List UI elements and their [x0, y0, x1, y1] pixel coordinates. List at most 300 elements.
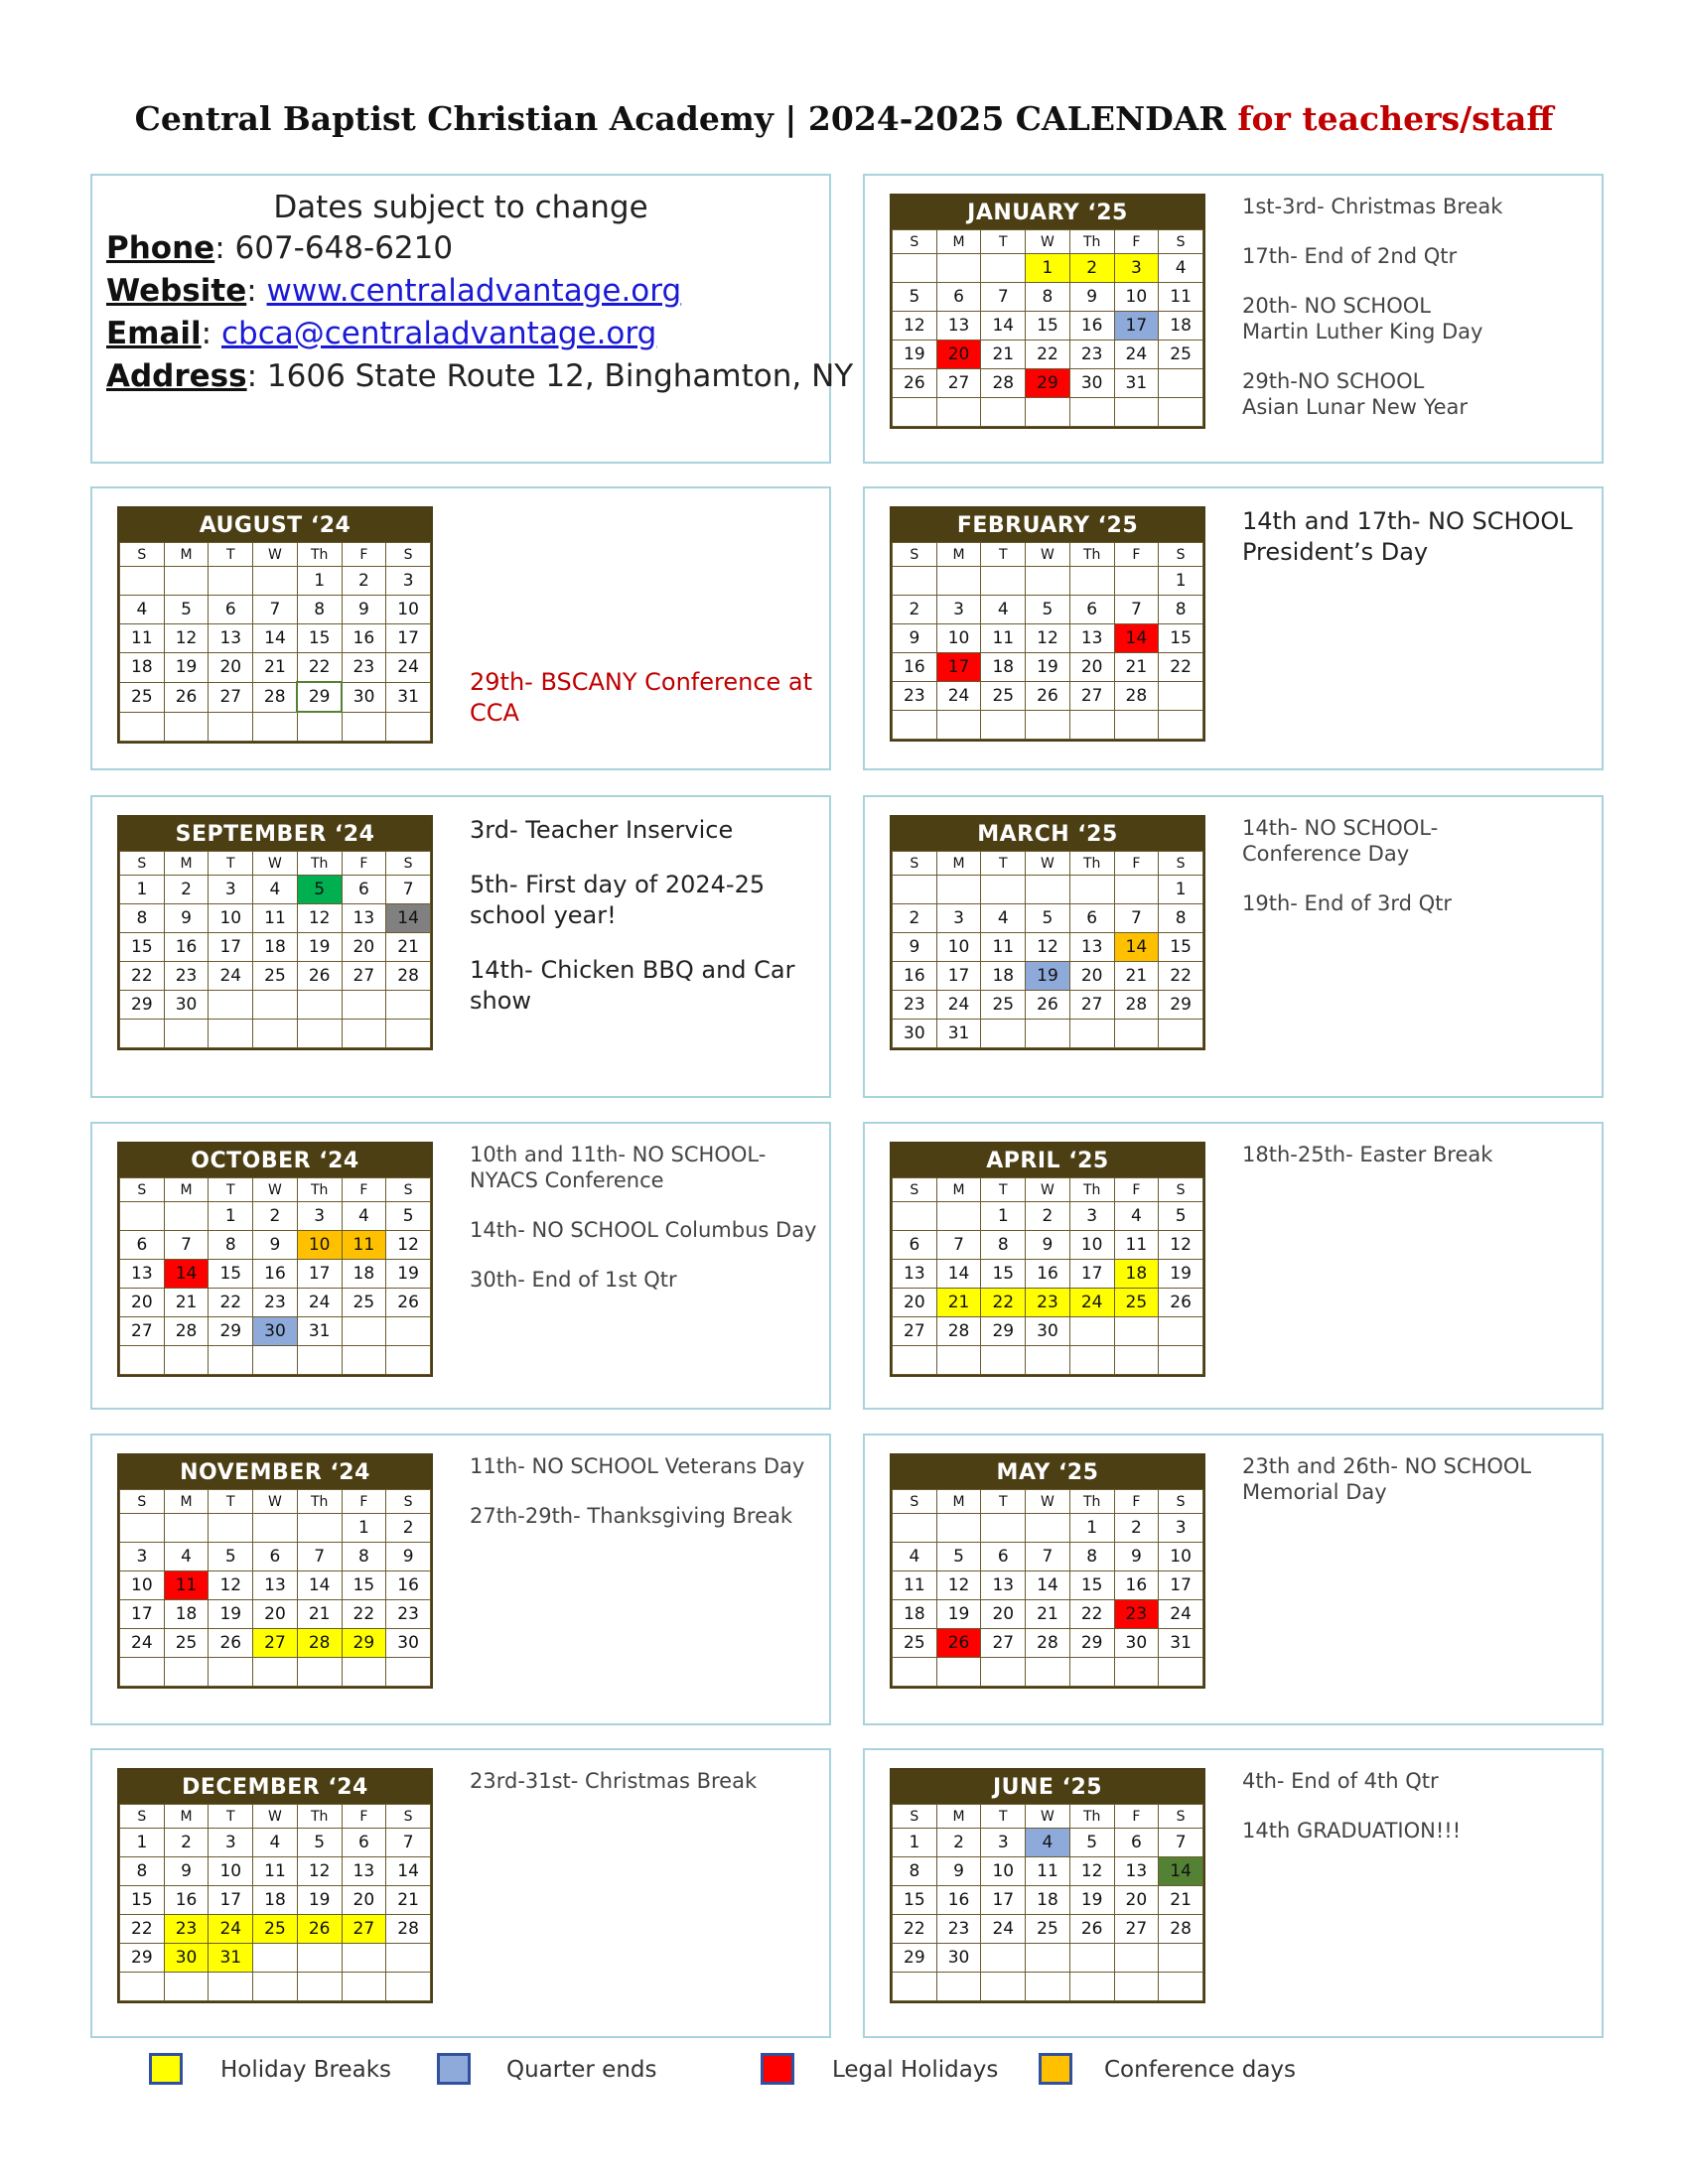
- day-cell: 22: [120, 962, 165, 991]
- event-note: 3rd- Teacher Inservice: [470, 816, 734, 844]
- day-cell: 11: [120, 624, 165, 653]
- day-cell: 4: [164, 1543, 209, 1571]
- legend-swatch: [761, 2053, 794, 2085]
- day-header: S: [1159, 1178, 1203, 1202]
- legend-label: Conference days: [1104, 2057, 1297, 2083]
- day-cell: 24: [936, 991, 981, 1020]
- day-cell: 7: [1159, 1829, 1203, 1857]
- day-header: M: [936, 1805, 981, 1829]
- day-cell: 15: [120, 933, 165, 962]
- day-cell: [209, 991, 253, 1020]
- day-header: F: [1114, 230, 1159, 254]
- day-cell: [1114, 1317, 1159, 1346]
- day-cell: [893, 876, 937, 904]
- day-cell: 30: [253, 1317, 298, 1346]
- event-note: 14th- NO SCHOOL- Conference Day: [1242, 816, 1439, 866]
- day-header: S: [386, 1490, 431, 1514]
- day-cell: 19: [386, 1260, 431, 1289]
- day-cell: 5: [1026, 904, 1070, 933]
- day-cell: 10: [209, 904, 253, 933]
- day-header: S: [893, 852, 937, 876]
- day-cell: 6: [936, 283, 981, 312]
- day-cell: [1026, 1944, 1070, 1973]
- day-cell: [981, 876, 1026, 904]
- day-header: F: [342, 1805, 386, 1829]
- month-calendar: [890, 194, 1205, 429]
- day-cell: [209, 1346, 253, 1375]
- day-cell: 26: [297, 962, 342, 991]
- month-notes: [470, 1768, 823, 1818]
- day-cell: 20: [342, 933, 386, 962]
- day-cell: 29: [893, 1944, 937, 1973]
- day-cell: 11: [1026, 1857, 1070, 1886]
- event-note: 5th- First day of 2024-25 school year!: [470, 871, 766, 929]
- day-cell: [981, 1514, 1026, 1543]
- day-cell: 10: [1114, 283, 1159, 312]
- day-cell: 6: [1114, 1829, 1159, 1857]
- month-title: MAY ‘25: [892, 1455, 1203, 1489]
- day-cell: 8: [1026, 283, 1070, 312]
- day-cell: 9: [893, 933, 937, 962]
- day-cell: 28: [1114, 682, 1159, 711]
- day-cell: 19: [1026, 962, 1070, 991]
- day-cell: [1114, 876, 1159, 904]
- day-cell: [936, 711, 981, 740]
- day-cell: 12: [297, 1857, 342, 1886]
- day-cell: [981, 398, 1026, 427]
- day-cell: [981, 711, 1026, 740]
- day-cell: 21: [936, 1289, 981, 1317]
- day-cell: 1: [1069, 1514, 1114, 1543]
- day-cell: 15: [1159, 624, 1203, 653]
- day-cell: 4: [1159, 254, 1203, 283]
- day-header: T: [981, 1178, 1026, 1202]
- day-cell: 26: [386, 1289, 431, 1317]
- day-cell: [981, 1346, 1026, 1375]
- day-cell: 17: [936, 962, 981, 991]
- day-cell: 25: [1114, 1289, 1159, 1317]
- legend-swatch: [149, 2053, 183, 2085]
- day-cell: [164, 567, 209, 596]
- website-link[interactable]: www.centraladvantage.org: [266, 273, 682, 309]
- day-cell: [386, 1346, 431, 1375]
- day-cell: [386, 991, 431, 1020]
- month-title: APRIL ‘25: [892, 1144, 1203, 1177]
- day-header: M: [936, 852, 981, 876]
- day-cell: [936, 1514, 981, 1543]
- month-calendar: [890, 815, 1205, 1050]
- day-cell: 28: [981, 369, 1026, 398]
- day-header: T: [209, 543, 253, 567]
- day-cell: 9: [164, 904, 209, 933]
- day-cell: [253, 1514, 298, 1543]
- day-header: T: [209, 852, 253, 876]
- day-cell: 8: [1159, 904, 1203, 933]
- day-header: M: [164, 1490, 209, 1514]
- month-calendar: [890, 506, 1205, 742]
- day-cell: 16: [342, 624, 386, 653]
- day-cell: 22: [342, 1600, 386, 1629]
- day-cell: 7: [386, 876, 431, 904]
- day-cell: 20: [1069, 653, 1114, 682]
- day-cell: [936, 876, 981, 904]
- day-cell: 27: [342, 962, 386, 991]
- day-cell: [1159, 1658, 1203, 1687]
- day-cell: [1114, 1658, 1159, 1687]
- day-cell: 29: [297, 682, 342, 712]
- day-header: T: [209, 1490, 253, 1514]
- day-cell: [1114, 398, 1159, 427]
- event-note: 23th and 26th- NO SCHOOL Memorial Day: [1242, 1454, 1532, 1504]
- day-cell: 25: [981, 991, 1026, 1020]
- day-cell: 4: [981, 596, 1026, 624]
- day-cell: [1159, 682, 1203, 711]
- day-cell: 30: [936, 1944, 981, 1973]
- day-cell: 1: [120, 1829, 165, 1857]
- day-cell: [120, 1346, 165, 1375]
- day-cell: 8: [120, 904, 165, 933]
- event-note: 1st-3rd- Christmas Break: [1242, 195, 1503, 218]
- day-cell: 7: [386, 1829, 431, 1857]
- day-cell: 14: [386, 904, 431, 933]
- day-cell: 18: [253, 933, 298, 962]
- day-cell: [209, 567, 253, 596]
- day-header: Th: [297, 1490, 342, 1514]
- day-header: F: [342, 852, 386, 876]
- day-cell: 22: [1069, 1600, 1114, 1629]
- day-cell: [1069, 1944, 1114, 1973]
- day-cell: 24: [209, 962, 253, 991]
- day-cell: 10: [1159, 1543, 1203, 1571]
- day-cell: 6: [981, 1543, 1026, 1571]
- day-cell: [981, 1658, 1026, 1687]
- day-cell: 14: [1114, 933, 1159, 962]
- day-cell: [936, 1346, 981, 1375]
- day-cell: [1159, 369, 1203, 398]
- day-cell: [1114, 711, 1159, 740]
- day-cell: [342, 1346, 386, 1375]
- day-cell: 26: [209, 1629, 253, 1658]
- event-note: 23rd-31st- Christmas Break: [470, 1769, 758, 1793]
- day-cell: 30: [386, 1629, 431, 1658]
- day-cell: 31: [1114, 369, 1159, 398]
- day-cell: 22: [893, 1915, 937, 1944]
- address-value: 1606 State Route 12, Binghamton, NY: [266, 358, 854, 394]
- day-header: S: [1159, 543, 1203, 567]
- day-cell: 6: [120, 1231, 165, 1260]
- day-cell: [342, 1658, 386, 1687]
- month-calendar: [117, 506, 433, 744]
- day-cell: [253, 1658, 298, 1687]
- day-cell: 2: [1114, 1514, 1159, 1543]
- legend-label: Quarter ends: [506, 2057, 657, 2083]
- day-cell: 30: [893, 1020, 937, 1048]
- month-title: JANUARY ‘25: [892, 196, 1203, 229]
- day-cell: 13: [342, 904, 386, 933]
- day-cell: 24: [297, 1289, 342, 1317]
- day-cell: 27: [342, 1915, 386, 1944]
- day-cell: 19: [1026, 653, 1070, 682]
- day-cell: [342, 991, 386, 1020]
- month-panel-sep: [90, 795, 831, 1098]
- day-cell: 29: [209, 1317, 253, 1346]
- day-header: T: [981, 1490, 1026, 1514]
- month-panel-oct: [90, 1122, 831, 1410]
- day-cell: 18: [1026, 1886, 1070, 1915]
- event-note: 11th- NO SCHOOL Veterans Day: [470, 1454, 805, 1478]
- day-header: Th: [1069, 543, 1114, 567]
- day-header: W: [253, 1490, 298, 1514]
- day-cell: 29: [1159, 991, 1203, 1020]
- day-header: S: [893, 543, 937, 567]
- day-header: F: [1114, 1178, 1159, 1202]
- day-cell: [936, 254, 981, 283]
- day-header: W: [253, 1805, 298, 1829]
- day-cell: [386, 1658, 431, 1687]
- day-cell: [386, 1317, 431, 1346]
- day-cell: [981, 254, 1026, 283]
- day-cell: 4: [253, 876, 298, 904]
- day-cell: 30: [1026, 1317, 1070, 1346]
- day-cell: 17: [1114, 312, 1159, 341]
- day-cell: 13: [981, 1571, 1026, 1600]
- day-cell: 10: [1069, 1231, 1114, 1260]
- event-note: 4th- End of 4th Qtr: [1242, 1769, 1439, 1793]
- day-cell: [893, 1202, 937, 1231]
- day-cell: 20: [893, 1289, 937, 1317]
- month-notes: [1242, 1142, 1596, 1191]
- day-cell: [1159, 1317, 1203, 1346]
- month-title: AUGUST ‘24: [119, 508, 431, 542]
- day-cell: 22: [1159, 962, 1203, 991]
- day-cell: 30: [1114, 1629, 1159, 1658]
- day-cell: 27: [253, 1629, 298, 1658]
- day-header: M: [164, 543, 209, 567]
- day-cell: 17: [120, 1600, 165, 1629]
- day-cell: 25: [120, 682, 165, 712]
- day-cell: [120, 1202, 165, 1231]
- event-note: 18th-25th- Easter Break: [1242, 1143, 1493, 1166]
- month-panel-nov: [90, 1433, 831, 1725]
- day-cell: 15: [1159, 933, 1203, 962]
- day-cell: 20: [209, 653, 253, 683]
- day-cell: 24: [1114, 341, 1159, 369]
- day-cell: 19: [164, 653, 209, 683]
- day-cell: 3: [209, 1829, 253, 1857]
- day-header: W: [1026, 1805, 1070, 1829]
- day-cell: 28: [386, 962, 431, 991]
- day-cell: [893, 1514, 937, 1543]
- day-header: M: [164, 852, 209, 876]
- day-cell: 13: [253, 1571, 298, 1600]
- day-cell: 3: [297, 1202, 342, 1231]
- day-cell: 28: [297, 1629, 342, 1658]
- event-note: 29th- BSCANY Conference at CCA: [470, 668, 813, 727]
- website-label: Website: [106, 273, 247, 309]
- day-cell: 20: [1069, 962, 1114, 991]
- day-cell: [253, 1973, 298, 2001]
- day-cell: 2: [253, 1202, 298, 1231]
- day-cell: 9: [1114, 1543, 1159, 1571]
- day-header: S: [120, 852, 165, 876]
- day-header: F: [342, 1490, 386, 1514]
- day-cell: 4: [253, 1829, 298, 1857]
- day-cell: [209, 1020, 253, 1048]
- day-cell: [893, 254, 937, 283]
- day-cell: 11: [1159, 283, 1203, 312]
- day-cell: 23: [1069, 341, 1114, 369]
- day-cell: 22: [209, 1289, 253, 1317]
- day-header: W: [1026, 1178, 1070, 1202]
- day-cell: 17: [297, 1260, 342, 1289]
- day-cell: 5: [209, 1543, 253, 1571]
- day-cell: [386, 1973, 431, 2001]
- day-cell: 15: [120, 1886, 165, 1915]
- day-cell: [1159, 1973, 1203, 2001]
- day-cell: [1114, 567, 1159, 596]
- day-cell: 25: [893, 1629, 937, 1658]
- day-cell: [164, 1346, 209, 1375]
- day-cell: [253, 567, 298, 596]
- day-cell: [1026, 1020, 1070, 1048]
- day-cell: 19: [936, 1600, 981, 1629]
- day-cell: [1069, 1658, 1114, 1687]
- day-cell: 28: [164, 1317, 209, 1346]
- day-cell: 16: [936, 1886, 981, 1915]
- day-cell: 26: [164, 682, 209, 712]
- day-cell: 25: [253, 1915, 298, 1944]
- day-cell: 29: [120, 1944, 165, 1973]
- day-cell: [936, 398, 981, 427]
- day-cell: [297, 1973, 342, 2001]
- day-cell: [981, 567, 1026, 596]
- day-cell: 15: [1069, 1571, 1114, 1600]
- day-cell: 1: [893, 1829, 937, 1857]
- day-cell: 7: [936, 1231, 981, 1260]
- day-cell: [1159, 1346, 1203, 1375]
- website-row: Website: www.centraladvantage.org: [106, 273, 682, 309]
- day-cell: 20: [253, 1600, 298, 1629]
- day-cell: 4: [342, 1202, 386, 1231]
- month-panel-may: [863, 1433, 1604, 1725]
- day-cell: [1069, 1317, 1114, 1346]
- legend-swatch: [437, 2053, 471, 2085]
- day-cell: 15: [981, 1260, 1026, 1289]
- day-cell: 3: [981, 1829, 1026, 1857]
- day-cell: [936, 1202, 981, 1231]
- day-cell: 16: [1026, 1260, 1070, 1289]
- day-cell: 5: [297, 1829, 342, 1857]
- month-notes: [1242, 506, 1596, 592]
- day-cell: [1026, 567, 1070, 596]
- day-cell: 25: [1159, 341, 1203, 369]
- day-cell: [1069, 1973, 1114, 2001]
- day-cell: 15: [297, 624, 342, 653]
- day-header: T: [981, 543, 1026, 567]
- day-cell: 29: [981, 1317, 1026, 1346]
- day-cell: 2: [164, 1829, 209, 1857]
- day-cell: 2: [164, 876, 209, 904]
- day-cell: [297, 1020, 342, 1048]
- legend: [0, 2053, 1688, 2103]
- month-calendar: [117, 1142, 433, 1377]
- day-cell: [342, 1317, 386, 1346]
- day-header: Th: [1069, 1805, 1114, 1829]
- email-label: Email: [106, 316, 202, 351]
- day-cell: 31: [386, 682, 431, 712]
- day-cell: 23: [164, 962, 209, 991]
- day-cell: [297, 1658, 342, 1687]
- day-header: W: [253, 852, 298, 876]
- day-cell: 2: [1026, 1202, 1070, 1231]
- day-cell: [209, 1973, 253, 2001]
- day-cell: [1114, 1346, 1159, 1375]
- day-header: M: [936, 230, 981, 254]
- month-title: SEPTEMBER ‘24: [119, 817, 431, 851]
- event-note: 29th-NO SCHOOL Asian Lunar New Year: [1242, 369, 1469, 419]
- day-cell: [297, 1346, 342, 1375]
- day-cell: [120, 712, 165, 742]
- event-note: 14th- Chicken BBQ and Car show: [470, 956, 795, 1015]
- day-cell: 29: [1026, 369, 1070, 398]
- day-cell: 15: [342, 1571, 386, 1600]
- day-cell: 20: [936, 341, 981, 369]
- day-cell: 6: [253, 1543, 298, 1571]
- legend-swatch: [1039, 2053, 1072, 2085]
- day-cell: 23: [386, 1600, 431, 1629]
- day-cell: [936, 1973, 981, 2001]
- day-cell: [386, 1944, 431, 1973]
- day-cell: 17: [209, 1886, 253, 1915]
- day-cell: 12: [936, 1571, 981, 1600]
- contact-info-panel: [90, 174, 854, 464]
- day-cell: [936, 567, 981, 596]
- day-cell: 13: [936, 312, 981, 341]
- month-notes: [1242, 815, 1596, 940]
- day-cell: [1159, 711, 1203, 740]
- day-cell: 3: [1114, 254, 1159, 283]
- day-cell: 31: [297, 1317, 342, 1346]
- day-cell: [386, 1020, 431, 1048]
- day-cell: 8: [1159, 596, 1203, 624]
- email-link[interactable]: cbca@centraladvantage.org: [220, 316, 657, 351]
- day-cell: 8: [981, 1231, 1026, 1260]
- day-cell: 2: [386, 1514, 431, 1543]
- day-cell: 30: [342, 682, 386, 712]
- month-panel-mar: [863, 795, 1604, 1098]
- day-cell: 5: [1159, 1202, 1203, 1231]
- event-note: 14th and 17th- NO SCHOOL President’s Day: [1242, 507, 1573, 566]
- month-panel-jun: [863, 1748, 1604, 2038]
- day-cell: [893, 1346, 937, 1375]
- day-cell: 31: [209, 1944, 253, 1973]
- day-cell: 1: [342, 1514, 386, 1543]
- day-header: W: [1026, 852, 1070, 876]
- day-cell: 21: [1114, 962, 1159, 991]
- month-title: JUNE ‘25: [892, 1770, 1203, 1804]
- day-cell: 9: [1026, 1231, 1070, 1260]
- day-cell: 18: [1114, 1260, 1159, 1289]
- day-cell: 7: [1026, 1543, 1070, 1571]
- day-cell: [893, 567, 937, 596]
- day-cell: [342, 1944, 386, 1973]
- day-cell: [253, 991, 298, 1020]
- day-cell: 31: [936, 1020, 981, 1048]
- day-cell: 1: [209, 1202, 253, 1231]
- day-cell: 1: [1159, 567, 1203, 596]
- day-cell: 16: [164, 933, 209, 962]
- day-cell: 15: [1026, 312, 1070, 341]
